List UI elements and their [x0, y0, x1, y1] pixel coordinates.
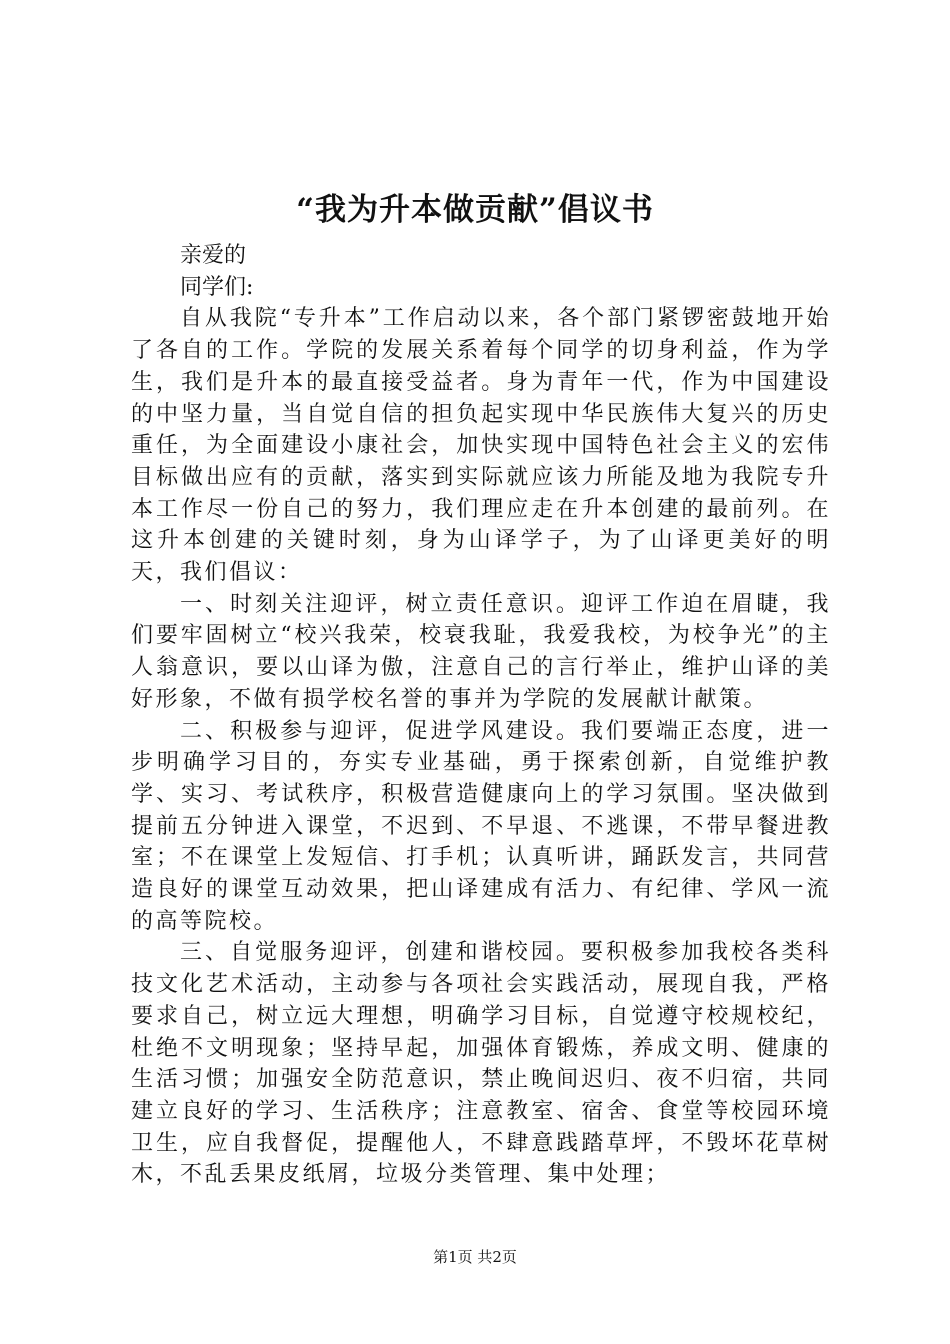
page-number-footer: 第1页 共2页	[433, 1248, 517, 1266]
salutation-line-2: 同学们:	[180, 274, 254, 300]
paragraph-intro: 自从我院“专升本”工作启动以来，各个部门紧锣密鼓地开始了各自的工作。学院的发展关系着每个同学的切身利益，作为学生，我们是升本的最直接受益者。身为青年一代，作为中国建设的中坚力量，当自觉自信的担负起实现中华民族伟大复兴的历史重任，为全面建设小康社会，加快实现中国特色社会主义的宏伟目标做出应有的贡献，落实到实际就应该力所能及地为我院专升本工作尽一份自己的努力，我们理应走在升本创建的最前列。在这升本创建的关键时刻，身为山译学子，为了山译更美好的明天，我们倡议：	[131, 306, 831, 586]
paragraph-proposal-1: 一、时刻关注迎评，树立责任意识。迎评工作迫在眉睫，我们要牢固树立“校兴我荣，校衰我耻，我爱我校，为校争光”的主人翁意识，要以山译为傲，注意自己的言行举止，维护山译的美好形象，不做有损学校名誉的事并为学院的发展献计献策。	[131, 591, 831, 712]
salutation-line-1: 亲爱的	[180, 243, 247, 268]
paragraph-proposal-2: 二、积极参与迎评，促进学风建设。我们要端正态度，进一步明确学习目的，夯实专业基础，勇于探索创新，自觉维护教学、实习、考试秩序，积极营造健康向上的学习氛围。坚决做到提前五分钟进入课堂，不迟到、不早退、不逃课，不带早餐进教室；不在课堂上发短信、打手机；认真听讲，踊跃发言，共同营造良好的课堂互动效果，把山译建成有活力、有纪律、学风一流的高等院校。	[131, 718, 831, 934]
document-title: “我为升本做贡献”倡议书	[296, 192, 654, 228]
paragraph-proposal-3: 三、自觉服务迎评，创建和谐校园。要积极参加我校各类科技文化艺术活动，主动参与各项社会实践活动，展现自我，严格要求自己，树立远大理想，明确学习目标，自觉遵守校规校纪，杜绝不文明现象；坚持早起，加强体育锻炼，养成文明、健康的生活习惯；加强安全防范意识，禁止晚间迟归、夜不归宿，共同建立良好的学习、生活秩序；注意教室、宿舍、食堂等校园环境卫生，应自我督促，提醒他人，不肆意践踏草坪，不毁坏花草树木，不乱丢果皮纸屑，垃圾分类管理、集中处理；	[131, 940, 831, 1188]
document-body	[131, 240, 831, 1191]
